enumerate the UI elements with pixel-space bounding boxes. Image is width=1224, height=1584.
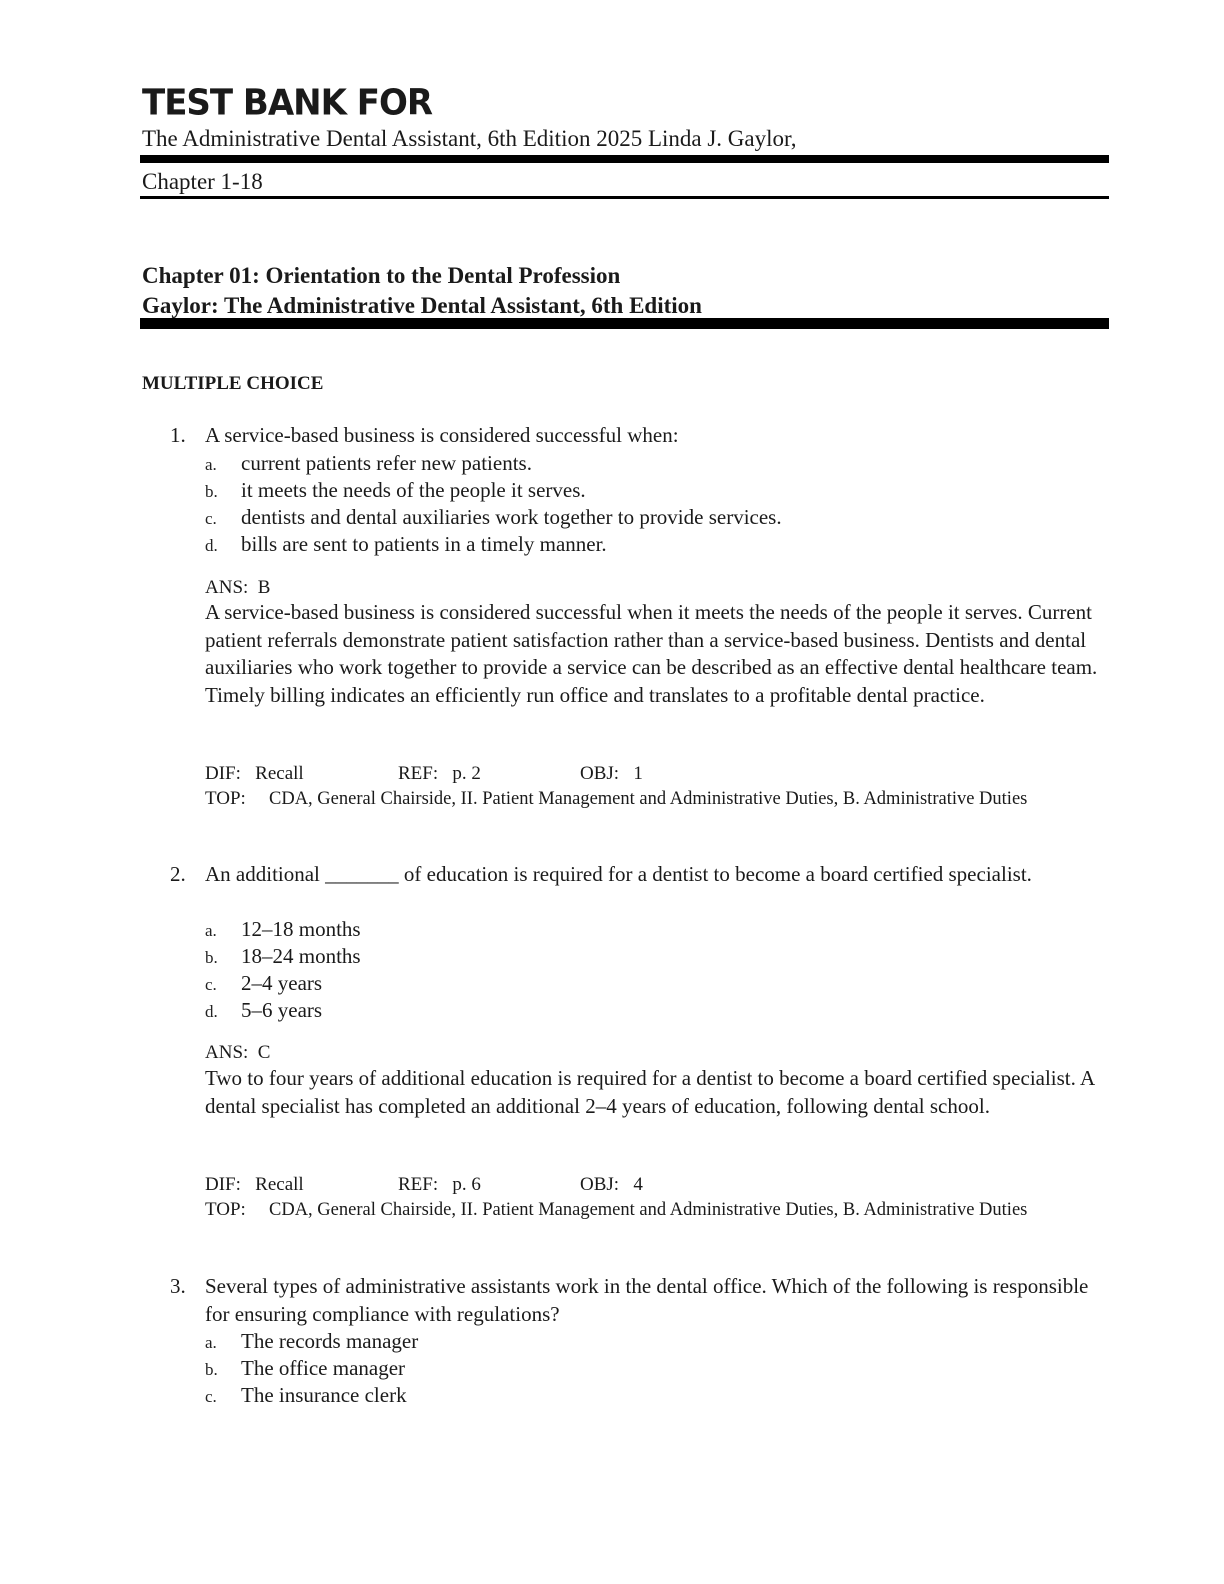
header-rule-thin	[140, 196, 1109, 199]
chapter-range: Chapter 1-18	[142, 169, 263, 194]
option-text: The records manager	[241, 1329, 419, 1353]
option-text: bills are sent to patients in a timely manner.	[241, 532, 607, 556]
ref-label: REF:	[398, 763, 439, 784]
option-letter: a.	[205, 1333, 217, 1352]
ref-value: p. 2	[452, 763, 481, 784]
top-label: TOP:	[205, 1199, 246, 1220]
section-label: MULTIPLE CHOICE	[142, 373, 324, 394]
answer-explanation: Two to four years of additional education is required for a dentist to become a board certified specialist. A dental specialist has completed an additional 2–4 years of education, following dental school.	[205, 1066, 1094, 1118]
question-stem: A service-based business is considered successful when:	[205, 423, 679, 447]
answer-line	[205, 576, 270, 600]
dif-value: Recall	[255, 1174, 304, 1195]
dif-label: DIF:	[205, 763, 241, 784]
option-letter: c.	[205, 1387, 217, 1406]
header-rule-thick	[140, 155, 1109, 163]
option-text: dentists and dental auxiliaries work together to provide services.	[241, 505, 782, 529]
option-letter: c.	[205, 509, 217, 528]
ref-value: p. 6	[452, 1174, 481, 1195]
top-value: CDA, General Chairside, II. Patient Management and Administrative Duties, B. Administrative Duties	[269, 1200, 1028, 1220]
chapter-heading-line2: Gaylor: The Administrative Dental Assistant, 6th Edition	[142, 293, 702, 318]
obj-value: 1	[633, 763, 643, 784]
question-number: 2.	[170, 862, 186, 886]
test-bank-title: TEST BANK FOR	[142, 82, 433, 125]
answer-value: B	[257, 577, 271, 598]
option-letter: d.	[205, 1002, 218, 1021]
option-text: 5–6 years	[241, 998, 323, 1022]
top-value: CDA, General Chairside, II. Patient Management and Administrative Duties, B. Administrative Duties	[269, 789, 1028, 809]
answer-label: ANS:	[205, 1042, 249, 1063]
question-number: 1.	[170, 423, 186, 447]
answer-explanation: A service-based business is considered successful when it meets the needs of the people it serves. Current patient referrals demonstrate patient satisfaction rather than a service-based business. Dentists and dental auxiliaries who work together to provide a service can be described as an effective dental healthcare team. Timely billing indicates an efficiently run office and translates to a profitable dental practice.	[205, 600, 1098, 707]
obj-label: OBJ:	[580, 1174, 620, 1195]
option-text: it meets the needs of the people it serves.	[241, 478, 586, 502]
book-subtitle: The Administrative Dental Assistant, 6th Edition 2025 Linda J. Gaylor,	[142, 126, 797, 151]
top-label: TOP:	[205, 788, 246, 809]
option-letter: a.	[205, 455, 217, 474]
option-letter: a.	[205, 921, 217, 940]
answer-label: ANS:	[205, 577, 249, 598]
chapter-heading	[142, 261, 702, 321]
option-letter: d.	[205, 536, 218, 555]
option-text: current patients refer new patients.	[241, 451, 532, 475]
chapter-heading-line1: Chapter 01: Orientation to the Dental Profession	[142, 263, 621, 288]
option-letter: b.	[205, 1360, 218, 1379]
chapter-rule	[140, 318, 1109, 329]
option-letter: b.	[205, 482, 218, 501]
answer-line	[205, 1041, 270, 1065]
question-stem: An additional _______ of education is required for a dentist to become a board certified specialist.	[205, 862, 1032, 886]
question-number: 3.	[170, 1274, 186, 1298]
option-letter: b.	[205, 948, 218, 967]
dif-value: Recall	[255, 763, 304, 784]
option-text: The insurance clerk	[241, 1383, 407, 1407]
dif-label: DIF:	[205, 1174, 241, 1195]
obj-label: OBJ:	[580, 763, 620, 784]
obj-value: 4	[633, 1174, 643, 1195]
ref-label: REF:	[398, 1174, 439, 1195]
option-text: The office manager	[241, 1356, 406, 1380]
option-text: 2–4 years	[241, 971, 323, 995]
option-letter: c.	[205, 975, 217, 994]
answer-value: C	[257, 1042, 271, 1063]
option-text: 12–18 months	[241, 917, 361, 941]
question-stem: Several types of administrative assistants work in the dental office. Which of the following is responsible for ensuring compliance with regulations?	[205, 1274, 1089, 1326]
option-text: 18–24 months	[241, 944, 361, 968]
